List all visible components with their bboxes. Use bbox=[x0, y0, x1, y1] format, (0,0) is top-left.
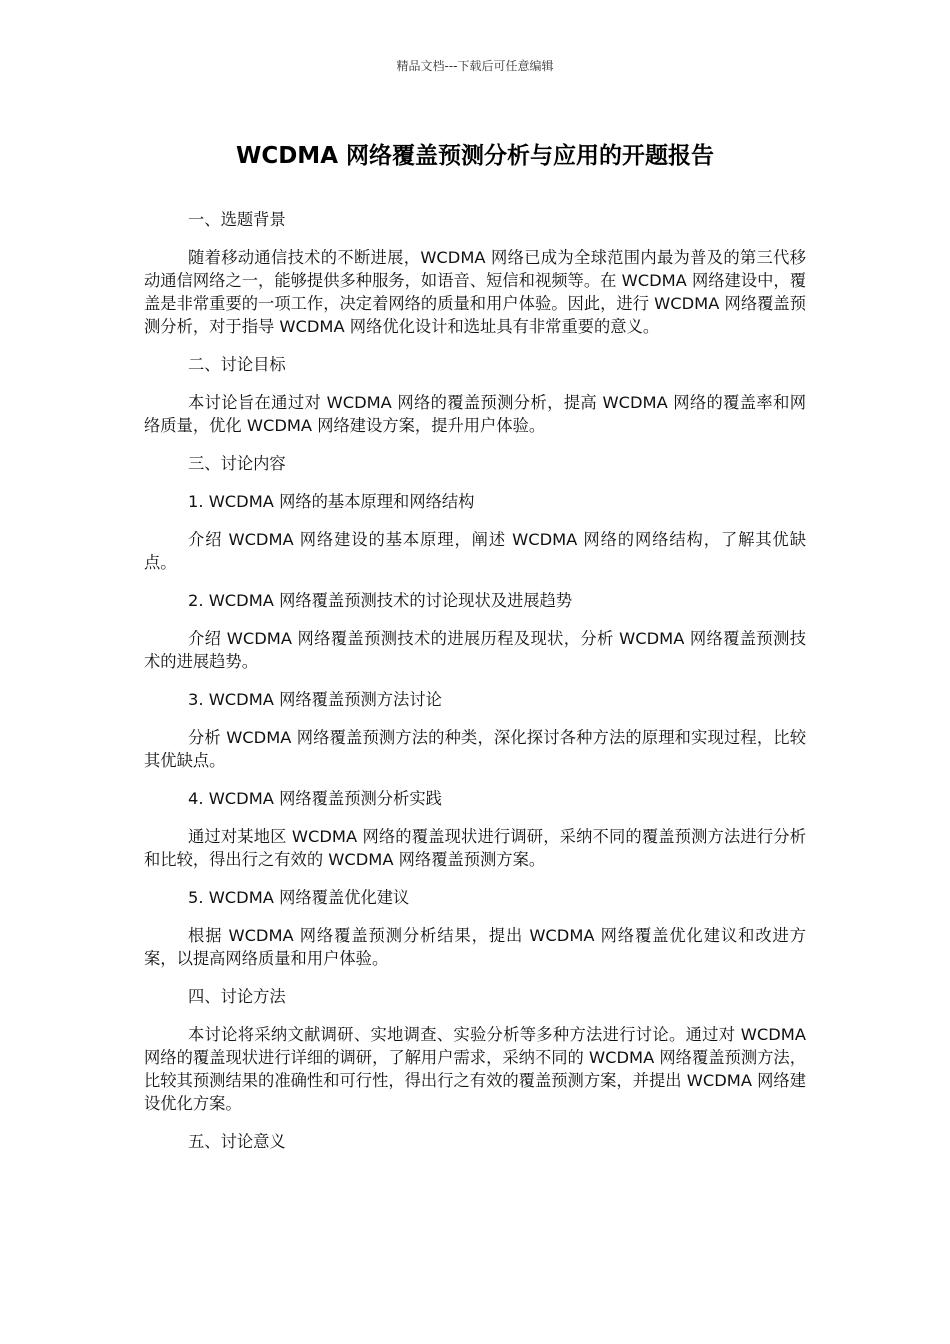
paragraph: 本讨论将采纳文献调研、实地调查、实验分析等多种方法进行讨论。通过对 WCDMA 网络的覆盖现状进行详细的调研，了解用户需求，采纳不同的 WCDMA 网络覆盖预测方法，比较其预测结果的准确性和可行性，得出行之有效的覆盖预测方案，并提出 WCDMA 网络建设优化方案。 bbox=[144, 1025, 806, 1113]
paragraph: 介绍 WCDMA 网络建设的基本原理，阐述 WCDMA 网络的网络结构，了解其优缺点。 bbox=[144, 530, 806, 572]
document-title: WCDMA 网络覆盖预测分析与应用的开题报告 bbox=[235, 143, 715, 169]
paragraph: 分析 WCDMA 网络覆盖预测方法的种类，深化探讨各种方法的原理和实现过程，比较其优缺点。 bbox=[144, 728, 806, 770]
section-heading: 三、讨论内容 bbox=[188, 454, 286, 473]
section-heading: 一、选题背景 bbox=[188, 210, 286, 229]
document-body bbox=[144, 208, 806, 1168]
paragraph: 本讨论旨在通过对 WCDMA 网络的覆盖预测分析，提高 WCDMA 网络的覆盖率和网络质量，优化 WCDMA 网络建设方案，提升用户体验。 bbox=[144, 393, 806, 435]
section-heading: 二、讨论目标 bbox=[188, 355, 286, 374]
subsection-heading: 3. WCDMA 网络覆盖预测方法讨论 bbox=[188, 690, 442, 709]
section-heading: 五、讨论意义 bbox=[188, 1132, 286, 1151]
subsection-heading: 2. WCDMA 网络覆盖预测技术的讨论现状及进展趋势 bbox=[188, 591, 573, 610]
paragraph: 通过对某地区 WCDMA 网络的覆盖现状进行调研，采纳不同的覆盖预测方法进行分析和比较，得出行之有效的 WCDMA 网络覆盖预测方案。 bbox=[144, 827, 806, 869]
paragraph: 介绍 WCDMA 网络覆盖预测技术的进展历程及现状，分析 WCDMA 网络覆盖预测技术的进展趋势。 bbox=[144, 629, 806, 671]
subsection-heading: 5. WCDMA 网络覆盖优化建议 bbox=[188, 888, 410, 907]
subsection-heading: 4. WCDMA 网络覆盖预测分析实践 bbox=[188, 789, 442, 808]
header-note: 精品文档---下载后可任意编辑 bbox=[396, 59, 554, 73]
paragraph: 根据 WCDMA 网络覆盖预测分析结果，提出 WCDMA 网络覆盖优化建议和改进方案，以提高网络质量和用户体验。 bbox=[144, 926, 806, 968]
paragraph: 随着移动通信技术的不断进展，WCDMA 网络已成为全球范围内最为普及的第三代移动通信网络之一，能够提供多种服务，如语音、短信和视频等。在 WCDMA 网络建设中，覆盖是非常重要的一项工作，决定着网络的质量和用户体验。因此，进行 WCDMA 网络覆盖预测分析，对于指导 WCDMA 网络优化设计和选址具有非常重要的意义。 bbox=[144, 248, 806, 336]
section-heading: 四、讨论方法 bbox=[188, 987, 286, 1006]
subsection-heading: 1. WCDMA 网络的基本原理和网络结构 bbox=[188, 492, 475, 511]
